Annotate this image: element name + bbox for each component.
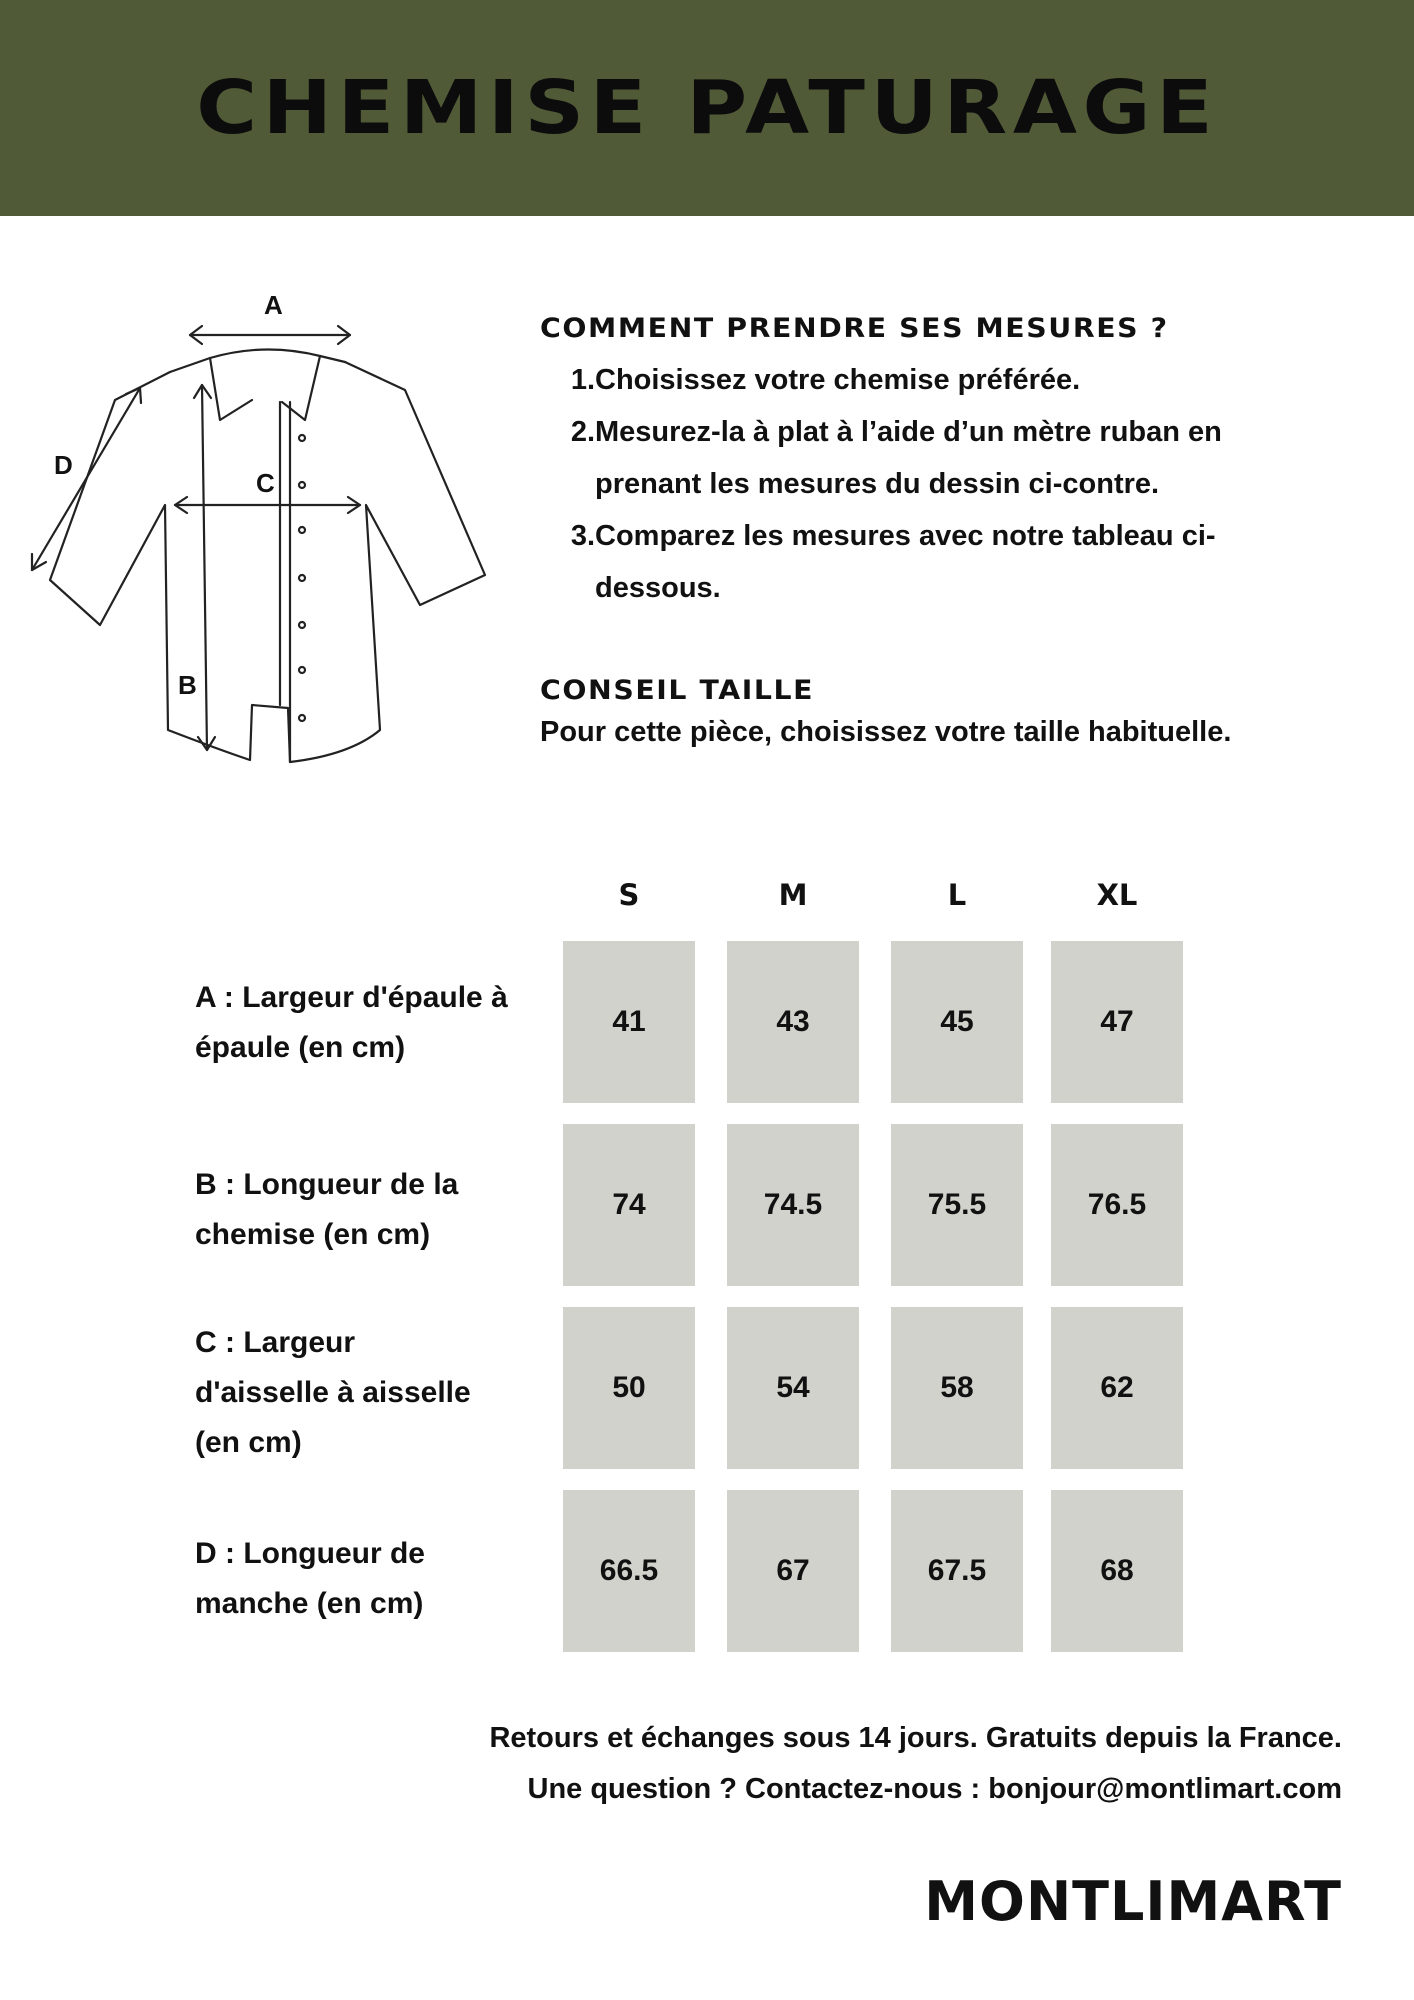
table-cell: 66.5 [563,1490,695,1652]
size-header-xl: XL [1096,878,1138,912]
row-label-d: D : Longueur de manche (en cm) [195,1537,425,1620]
table-cell: 43 [727,941,859,1103]
table-cell: 62 [1051,1307,1183,1469]
list-item [540,510,1360,614]
measure-section [540,313,1360,614]
table-cell: 68 [1051,1490,1183,1652]
row-label-b: B : Longueur de la chemise (en cm) [195,1168,459,1251]
step-text: Mesurez-la à plat à l’aide d’un mètre ruban en prenant les mesures du dessin ci-contre. [595,416,1222,500]
advice-heading: CONSEIL TAILLE [540,675,815,706]
table-cell: 75.5 [891,1124,1023,1286]
size-header-l: L [947,878,967,912]
header-banner [0,0,1414,216]
table-cell: 50 [563,1307,695,1469]
step-number: 2. [570,416,595,448]
step-text: Comparez les mesures avec notre tableau ci-dessous. [595,520,1216,604]
size-header-m: M [778,878,808,912]
table-cell: 54 [727,1307,859,1469]
advice-text: Pour cette pièce, choisissez votre taille habituelle. [540,716,1232,748]
table-cell: 67.5 [891,1490,1023,1652]
size-header-s: S [618,878,640,912]
table-cell: 41 [563,941,695,1103]
shirt-illustration [20,290,500,780]
table-cell: 67 [727,1490,859,1652]
measure-steps [540,354,1360,614]
diagram-label-d: D [54,450,73,480]
shirt-diagram [20,290,500,780]
row-label-c: C : Largeur d'aisselle à aisselle (en cm) [195,1326,471,1459]
measure-heading: COMMENT PRENDRE SES MESURES ? [540,313,1169,344]
row-label-a: A : Largeur d'épaule à épaule (en cm) [195,981,508,1064]
list-item [540,406,1360,510]
table-cell: 58 [891,1307,1023,1469]
brand-logo: MONTLIMART [924,1870,1342,1933]
returns-text: Retours et échanges sous 14 jours. Gratuits depuis la France. [489,1722,1342,1754]
diagram-label-c: C [256,468,275,498]
step-number: 3. [570,520,595,552]
contact-text: Une question ? Contactez-nous : bonjour@montlimart.com [527,1773,1342,1805]
diagram-label-a: A [264,290,283,320]
list-item [540,354,1360,406]
diagram-label-b: B [178,670,197,700]
page-title: CHEMISE PATURAGE [195,65,1219,151]
advice-section [540,675,1360,749]
step-text: Choisissez votre chemise préférée. [595,364,1081,396]
table-cell: 47 [1051,941,1183,1103]
table-cell: 45 [891,941,1023,1103]
step-number: 1. [570,364,595,396]
table-cell: 74 [563,1124,695,1286]
table-cell: 74.5 [727,1124,859,1286]
table-cell: 76.5 [1051,1124,1183,1286]
